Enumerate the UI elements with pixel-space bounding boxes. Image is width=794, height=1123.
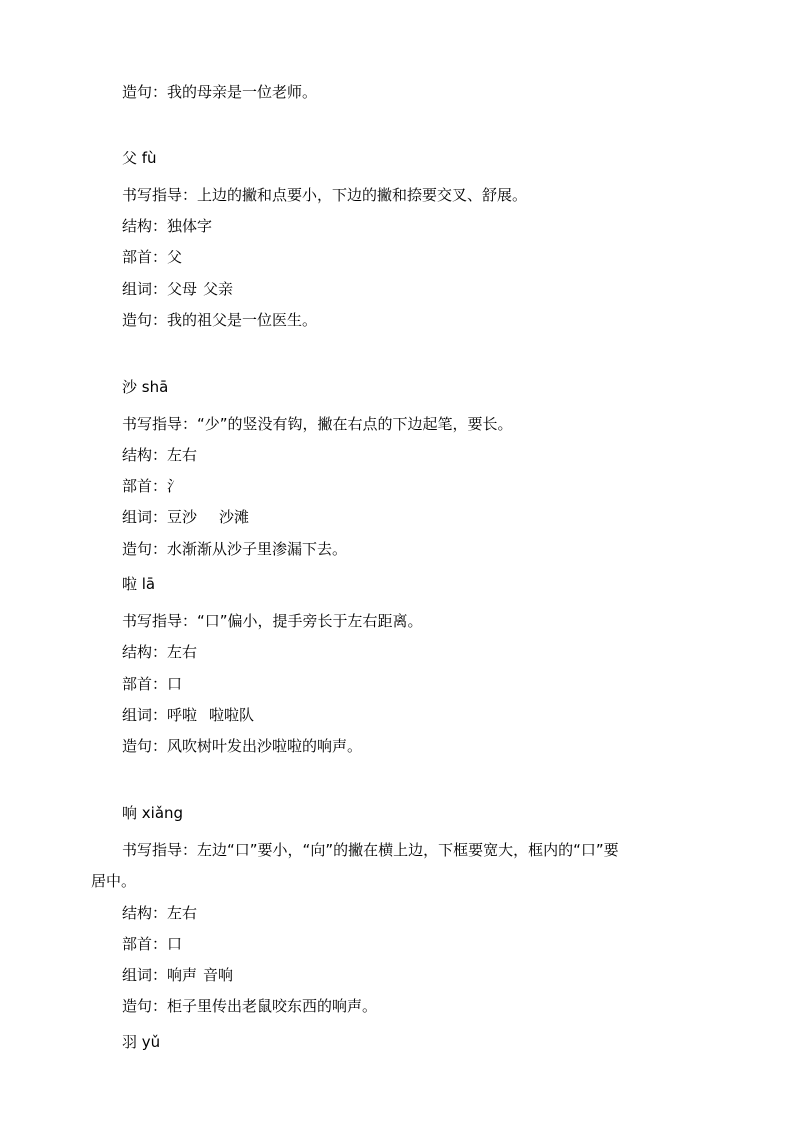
sentence-text: 造句：水渐渐从沙子里渗漏下去。 [122,540,348,558]
word-group-label: 组词：豆沙 [122,508,198,526]
character-heading: 父 fù [122,149,157,167]
sentence-text: 造句：我的祖父是一位医生。 [122,311,318,329]
word-group-extra: 啦啦队 [209,706,255,724]
structure-text: 结构：左右 [122,446,198,464]
radical-text: 部首：父 [122,248,183,266]
radical-text: 部首：氵 [122,477,183,495]
word-group-text [122,279,233,299]
character-heading: 羽 yǔ [122,1033,161,1051]
writing-guide-text: 书写指导：左边“口”要小，“向”的撇在横上边，下框要宽大，框内的“口”要 [122,841,619,859]
writing-guide-text: 书写指导：“少”的竖没有钩，撇在右点的下边起笔，要长。 [122,415,513,433]
structure-text: 结构：左右 [122,643,198,661]
radical-text: 部首：口 [122,935,183,953]
writing-guide-text: 书写指导：上边的撇和点要小，下边的撇和捺要交叉、舒展。 [122,186,528,204]
word-group-extra: 父亲 [203,280,234,298]
word-group-extra: 音响 [203,966,234,984]
word-group-text [122,507,249,527]
structure-text: 结构：左右 [122,904,198,922]
word-group-label: 组词：呼啦 [122,706,198,724]
sentence-text: 造句：风吹树叶发出沙啦啦的响声。 [122,737,363,755]
word-group-text [122,965,233,985]
sentence-text: 造句：柜子里传出老鼠咬东西的响声。 [122,997,378,1015]
writing-guide-continuation: 居中。 [91,872,137,890]
structure-text: 结构：独体字 [122,217,213,235]
character-heading: 啦 lā [122,575,156,593]
writing-guide-text: 书写指导：“口”偏小，提手旁长于左右距离。 [122,612,423,630]
character-heading: 响 xiǎng [122,804,184,822]
sentence-text: 造句：我的母亲是一位老师。 [122,83,318,101]
word-group-label: 组词：响声 [122,966,198,984]
word-group-text [122,705,254,725]
radical-text: 部首：口 [122,675,183,693]
word-group-extra: 沙滩 [219,508,250,526]
word-group-label: 组词：父母 [122,280,198,298]
character-heading: 沙 shā [122,378,169,396]
